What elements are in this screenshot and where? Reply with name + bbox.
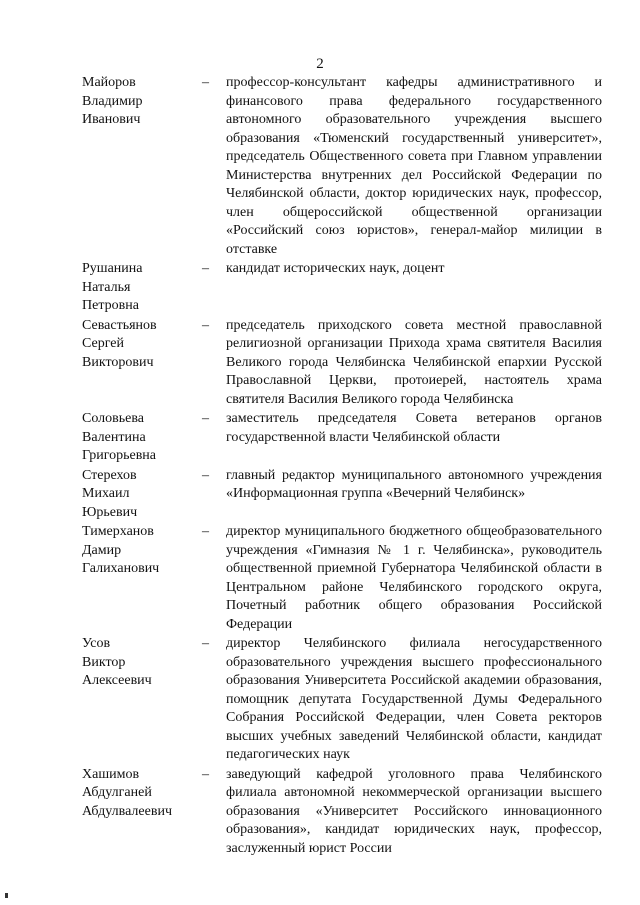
dash-separator: – <box>202 317 209 333</box>
member-description: профессор-консультант кафедры административного и финансового права федерального государственного автономного образовательного учреждения высшего образования «Тюменский государственный университет», председатель Общественного совета при Главном управлении Министерства внутренних дел Российской Федерации по Челябинской области, доктор юридических наук, профессор, член общероссийской общественной организации «Российский союз юристов», генерал-майор милиции в отставке <box>226 75 602 257</box>
member-entry <box>82 766 602 859</box>
member-name <box>82 635 202 691</box>
member-entry <box>82 523 602 634</box>
member-first-name: Сергей <box>82 336 124 351</box>
member-name <box>82 523 202 579</box>
member-description: заместитель председателя Совета ветеранов органов государственной власти Челябинской области <box>226 411 602 445</box>
member-surname: Усов <box>82 636 111 651</box>
member-first-name: Наталья <box>82 279 131 295</box>
member-description: кандидат исторических наук, доцент <box>226 261 445 276</box>
member-patronymic: Алексеевич <box>82 673 152 688</box>
member-name <box>82 467 202 523</box>
member-surname: Хашимов <box>82 766 140 782</box>
member-name <box>82 410 202 466</box>
member-patronymic: Юрьевич <box>82 504 138 520</box>
member-name <box>82 260 202 316</box>
member-surname: Соловьева <box>82 411 144 426</box>
member-entry <box>82 635 602 765</box>
member-patronymic: Петровна <box>82 298 139 313</box>
dash-separator: – <box>202 75 209 90</box>
member-entry <box>82 467 602 523</box>
member-first-name: Владимир <box>82 93 143 109</box>
member-patronymic: Галиханович <box>82 561 160 576</box>
member-surname: Рушанина <box>82 261 143 276</box>
member-surname: Стерехов <box>82 467 137 483</box>
member-surname: Майоров <box>82 75 136 90</box>
page-number: 2 <box>316 56 324 72</box>
member-description: директор Челябинского филиала негосударственного образовательного учреждения высшего профессионального образования Университета Российской академии образования, помощник депутата Государственной Думы Федерального Собрания Российской Федерации, член Совета ректоров высших учебных заведений Челябинской области, кандидат педагогических наук <box>226 636 602 762</box>
member-first-name: Абдулганей <box>82 785 152 800</box>
member-first-name: Дамир <box>82 542 122 558</box>
scan-mark <box>5 893 8 898</box>
member-list <box>82 74 602 859</box>
member-entry <box>82 260 602 316</box>
member-entry <box>82 410 602 466</box>
member-patronymic: Викторович <box>82 354 154 370</box>
member-description: директор муниципального бюджетного общеобразовательного учреждения «Гимназия № 1 г. Челябинска», руководитель общественной приемной Губернатора Челябинской области в Центральном районе Челябинского городского округа, Почетный работник общего образования Российской Федерации <box>226 524 602 632</box>
member-description: главный редактор муниципального автономного учреждения «Информационная группа «Вечерний Челябинск» <box>226 467 602 501</box>
member-patronymic: Иванович <box>82 112 141 127</box>
member-surname: Севастьянов <box>82 317 157 333</box>
member-name <box>82 766 202 822</box>
dash-separator: – <box>202 411 209 426</box>
member-description: председатель приходского совета местной православной религиозной организации Прихода храма святителя Василия Великого города Челябинска Челябинской епархии Русской Православной Церкви, протоиерей, настоятель храма святителя Василия Великого города Челябинска <box>226 317 602 407</box>
dash-separator: – <box>202 766 209 782</box>
member-surname: Тимерханов <box>82 524 154 539</box>
member-patronymic: Григорьевна <box>82 448 157 463</box>
member-name <box>82 74 202 130</box>
dash-separator: – <box>202 261 209 276</box>
member-name <box>82 317 202 373</box>
member-entry <box>82 74 602 259</box>
dash-separator: – <box>202 524 209 539</box>
member-first-name: Михаил <box>82 486 130 501</box>
member-description: заведующий кафедрой уголовного права Челябинского филиала автономной некоммерческой организации высшего образования «Университет Российского инновационного образования», кандидат юридических наук, профессор, заслуженный юрист России <box>226 766 602 856</box>
member-patronymic: Абдулвалеевич <box>82 803 172 819</box>
member-entry <box>82 317 602 410</box>
dash-separator: – <box>202 467 209 483</box>
member-first-name: Валентина <box>82 429 146 445</box>
member-first-name: Виктор <box>82 654 126 670</box>
dash-separator: – <box>202 636 209 651</box>
